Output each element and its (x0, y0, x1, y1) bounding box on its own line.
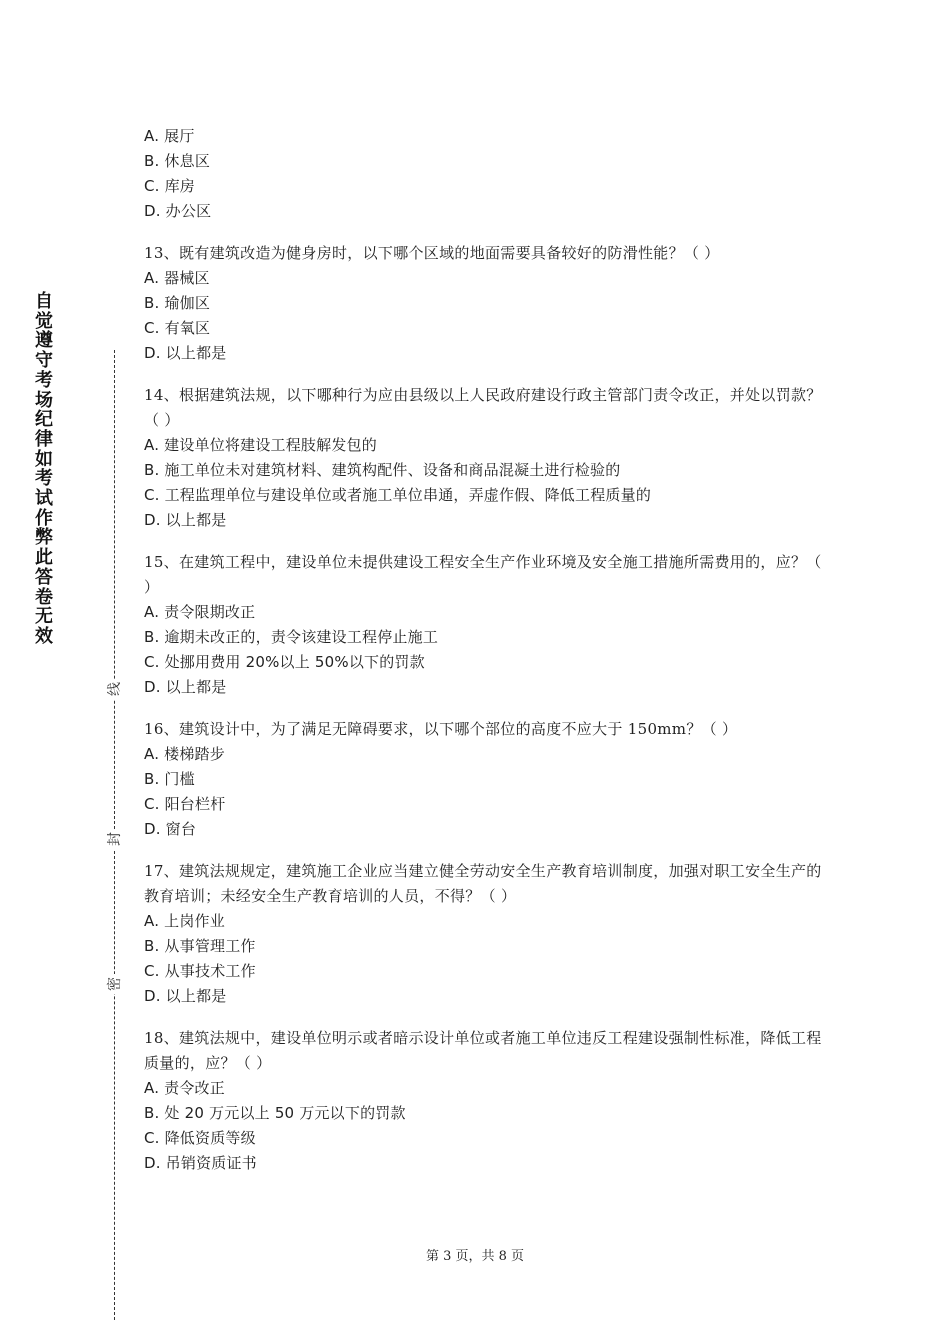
question-13 (144, 241, 824, 366)
option-a: A. 责令限期改正 (144, 603, 256, 621)
option-b: B. 休息区 (144, 152, 211, 170)
option-c: C. 处挪用费用 20%以上 50%以下的罚款 (144, 653, 425, 671)
option-a: A. 建设单位将建设工程肢解发包的 (144, 436, 377, 454)
question-17 (144, 859, 824, 1009)
option-a: A. 责令改正 (144, 1079, 225, 1097)
option-c: C. 库房 (144, 177, 196, 195)
question-15 (144, 550, 824, 700)
option-b: B. 瑜伽区 (144, 294, 211, 312)
question-list (144, 124, 824, 1193)
option-a: A. 器械区 (144, 269, 210, 287)
question-stem: 16、建筑设计中，为了满足无障碍要求，以下哪个部位的高度不应大于 150mm？（ ） (144, 720, 738, 738)
option-d: D. 窗台 (144, 820, 197, 838)
option-a: A. 上岗作业 (144, 912, 225, 930)
option-d: D. 办公区 (144, 202, 212, 220)
binding-label-seal: 封 (103, 829, 127, 849)
option-d: D. 吊销资质证书 (144, 1154, 257, 1172)
question-stem: 13、既有建筑改造为健身房时，以下哪个区域的地面需要具备较好的防滑性能？（ ） (144, 244, 720, 262)
question-stem: 15、在建筑工程中，建设单位未提供建设工程安全生产作业环境及安全施工措施所需费用的，应？（ ） (144, 553, 822, 596)
page-footer: 第 3 页，共 8 页 (425, 1249, 525, 1264)
option-a: A. 楼梯踏步 (144, 745, 225, 763)
question-stem: 14、根据建筑法规，以下哪种行为应由县级以上人民政府建设行政主管部门责令改正，并处以罚款？（ ） (144, 386, 822, 429)
option-b: B. 施工单位未对建筑材料、建筑构配件、设备和商品混凝土进行检验的 (144, 461, 621, 479)
option-c: C. 阳台栏杆 (144, 795, 226, 813)
exam-discipline-notice: 自觉遵守考场纪律如考试作弊此答卷无效 (35, 291, 53, 647)
binding-label-line: 线 (103, 679, 127, 699)
question-12 (144, 124, 824, 224)
option-d: D. 以上都是 (144, 344, 227, 362)
question-14 (144, 383, 824, 533)
option-d: D. 以上都是 (144, 511, 227, 529)
option-d: D. 以上都是 (144, 987, 227, 1005)
option-b: B. 从事管理工作 (144, 937, 256, 955)
option-b: B. 处 20 万元以上 50 万元以下的罚款 (144, 1104, 406, 1122)
option-d: D. 以上都是 (144, 678, 227, 696)
option-c: C. 工程监理单位与建设单位或者施工单位串通，弄虚作假、降低工程质量的 (144, 486, 652, 504)
option-c: C. 从事技术工作 (144, 962, 256, 980)
question-stem: 18、建筑法规中，建设单位明示或者暗示设计单位或者施工单位违反工程建设强制性标准，降低工程质量的，应？（ ） (144, 1029, 822, 1072)
question-stem: 17、建筑法规规定，建筑施工企业应当建立健全劳动安全生产教育培训制度，加强对职工安全生产的教育培训；未经安全生产教育培训的人员，不得？（ ） (144, 862, 822, 905)
binding-label-secret: 密 (103, 974, 127, 994)
option-c: C. 降低资质等级 (144, 1129, 256, 1147)
option-c: C. 有氧区 (144, 319, 211, 337)
option-b: B. 逾期未改正的，责令该建设工程停止施工 (144, 628, 439, 646)
question-16 (144, 717, 824, 842)
option-a: A. 展厅 (144, 127, 195, 145)
option-b: B. 门槛 (144, 770, 195, 788)
question-18 (144, 1026, 824, 1176)
